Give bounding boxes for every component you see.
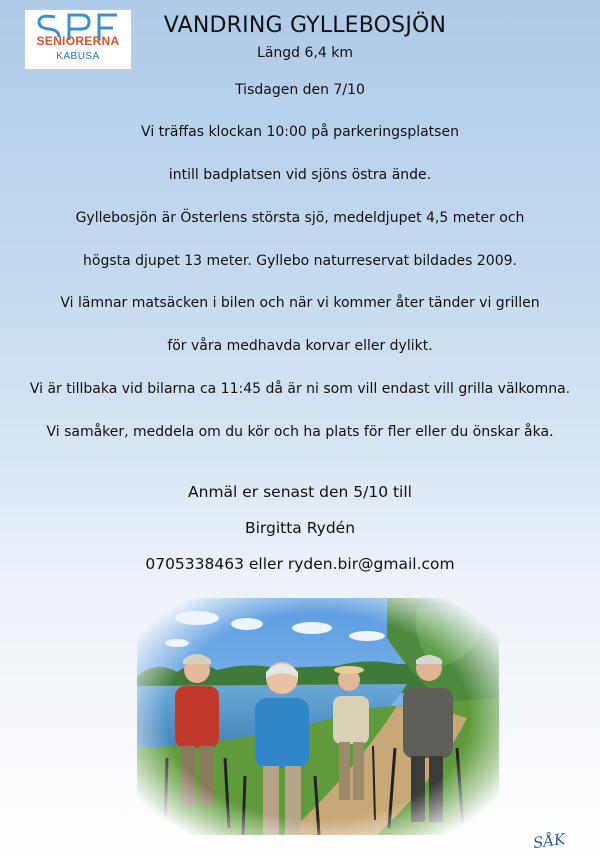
carpool-line: Vi samåker, meddela om du kör och ha plats för fler eller du önskar åka. (46, 424, 554, 440)
meeting-time-line: Vi träffas klockan 10:00 på parkeringsplatsen (141, 124, 459, 140)
lake-fact-line-1: Gyllebosjön är Österlens största sjö, medeldjupet 4,5 meter och (75, 210, 525, 226)
lake-fact-line-2: högsta djupet 13 meter. Gyllebo naturreservat bildades 2009. (83, 253, 517, 269)
return-line: Vi är tillbaka vid bilarna ca 11:45 då är ni som vill endast vill grilla välkomna. (29, 381, 571, 397)
lunch-line-1: Vi lämnar matsäcken i bilen och när vi kommer åter tänder vi grillen (60, 295, 540, 311)
logo-wordmark: SENIORERNA (36, 34, 120, 48)
date-line: Tisdagen den 7/10 (235, 82, 365, 98)
page-subtitle: Längd 6,4 km (257, 45, 353, 61)
signature: SÅK (531, 829, 567, 853)
logo-subtitle: KABUSA (56, 51, 100, 62)
lunch-line-2: för våra medhavda korvar eller dylikt. (167, 338, 433, 354)
page-title: VANDRING GYLLEBOSJÖN (163, 13, 447, 38)
hikers-photo (137, 598, 499, 835)
contact-name: Birgitta Rydén (244, 519, 356, 537)
spf-seniorerna-logo (25, 10, 131, 69)
meeting-place-line: intill badplatsen vid sjöns östra ände. (168, 167, 432, 183)
signup-deadline: Anmäl er senast den 5/10 till (188, 483, 412, 501)
contact-phone-email: 0705338463 eller ryden.bir@gmail.com (145, 555, 455, 573)
